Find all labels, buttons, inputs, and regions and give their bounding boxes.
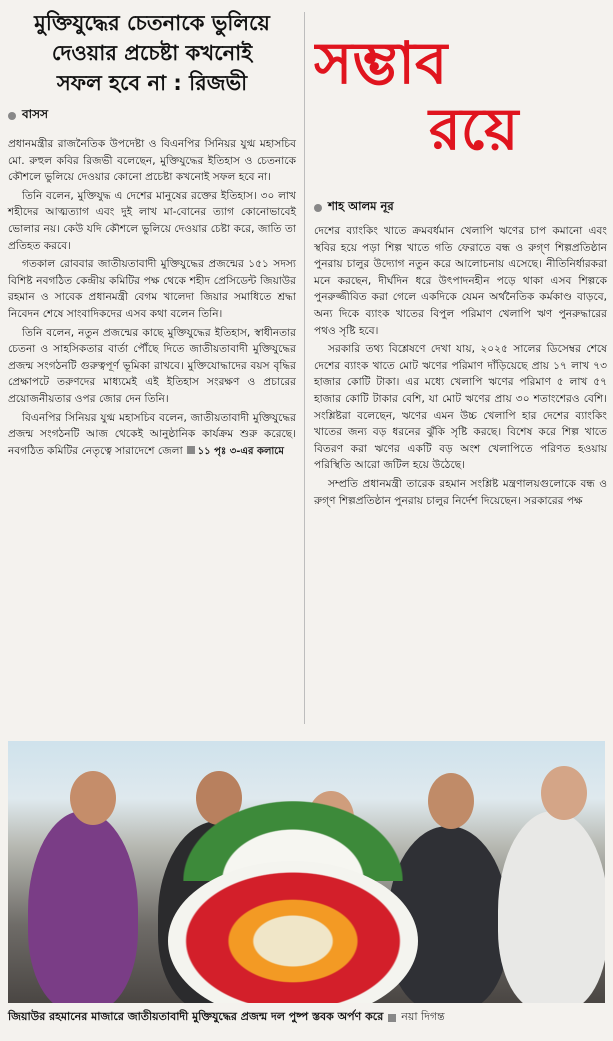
byline-bullet-icon xyxy=(8,112,16,120)
right-headline-line-2: রয়ে xyxy=(429,95,519,162)
continuation-square-icon xyxy=(187,446,195,454)
left-paragraph: তিনি বলেন, নতুন প্রজন্মের কাছে মুক্তিযুদ্ধের ইতিহাস, স্বাধীনতার চেতনা ও সাহসিকতার বার্তা পৌঁছে দিতে জাতীয়তাবাদী মুক্তিযুদ্ধের প্রজন্ম সংগঠনটি গুরুত্বপূর্ণ ভূমিকা রাখবে। মুক্তিযোদ্ধাদের বয়স বৃদ্ধির প্রেক্ষাপটে তরুণদের মাধ্যমেই এই ইতিহাস সংরক্ষণ ও প্রচারের প্রয়োজনীয়তার ওপর জোর দেন তিনি। xyxy=(8,326,296,405)
photo-caption-text: জিয়াউর রহমানের মাজারে জাতীয়তাবাদী মুক্তিযুদ্ধের প্রজন্ম দল পুষ্প স্তবক অর্পণ করে xyxy=(8,1010,384,1023)
left-headline-line-2: দেওয়ার প্রচেষ্টা কখনোই xyxy=(51,41,253,65)
left-article xyxy=(8,8,296,462)
right-headline-line-1: সম্ভাব xyxy=(314,30,448,97)
left-paragraph: তিনি বলেন, মুক্তিযুদ্ধ এ দেশের মানুষের রক্তের ইতিহাস। ৩০ লাখ শহীদের আত্মত্যাগ এবং দুই লাখ মা-বোনের ত্যাগ কোনোভাবেই ভোলার নয়। কেউ যদি কৌশলে ভুলিয়ে দেওয়ার চেষ্টা করে, জাতি তা প্রতিহত করবে। xyxy=(8,189,296,252)
right-paragraph: সম্প্রতি প্রধানমন্ত্রী তারেক রহমান সংশ্লিষ্ট মন্ত্রণালয়গুলোকে বন্ধ ও রুগ্ণ শিল্পপ্রতিষ্ঠান পুনরায় চালুর নির্দেশ দিয়েছেন। সরকারের পক্ষ xyxy=(314,477,607,507)
left-article-body xyxy=(8,136,296,460)
photo-person xyxy=(28,811,138,1003)
photo-source: নয়া দিগন্ত xyxy=(401,1010,445,1023)
left-headline-line-1: মুক্তিযুদ্ধের চেতনাকে ভুলিয়ে xyxy=(34,11,270,35)
photo-person-head xyxy=(541,766,587,820)
right-byline xyxy=(314,198,613,217)
caption-square-icon xyxy=(388,1014,396,1022)
byline-bullet-icon xyxy=(314,204,322,212)
left-paragraph-last-text: বিএনপির সিনিয়র যুগ্ম মহাসচিব বলেন, জাতীয়তাবাদী মুক্তিযুদ্ধের প্রজন্ম সংগঠনটি আজ থেকেই আনুষ্ঠানিক কার্যক্রম শুরু করেছে। নবগঠিত কমিটির নেতৃত্বে সারাদেশে জেলা xyxy=(8,411,296,457)
right-article-body xyxy=(314,223,613,509)
photo-person xyxy=(498,811,605,1003)
flower-wreath xyxy=(168,861,418,1003)
right-byline-text: শাহ আলম নূর xyxy=(328,199,394,213)
left-paragraph: প্রধানমন্ত্রীর রাজনৈতিক উপদেষ্টা ও বিএনপির সিনিয়র যুগ্ম মহাসচিব মো. রুহুল কবির রিজভী বলেছেন, মুক্তিযুদ্ধের ইতিহাস ও চেতনাকে কৌশলে ভুলিয়ে দেওয়ার কোনো প্রচেষ্টা কখনোই সফল হবে না। xyxy=(8,138,296,184)
right-article xyxy=(314,30,613,511)
right-headline xyxy=(314,30,613,162)
left-headline xyxy=(8,8,296,98)
column-divider xyxy=(304,12,305,724)
left-paragraph-last xyxy=(8,410,296,461)
right-paragraph: সরকারি তথ্য বিশ্লেষণে দেখা যায়, ২০২৫ সালের ডিসেম্বর শেষে দেশের ব্যাংক খাতে মোট ঋণের পরিমাণ দাঁড়িয়েছে প্রায় ১৭ লাখ ৭৩ হাজার কোটি টাকা। এর মধ্যে খেলাপি ঋণের পরিমাণ ৫ লাখ ৫৭ হাজার কোটি টাকার বেশি, যা মোট ঋণের প্রায় ৩০ শতাংশেরও বেশি। সংশ্লিষ্টরা বলেছেন, ঋণের এমন উচ্চ খেলাপি হার দেশের ব্যাংকিং খাতের জন্য বড় ধরনের ঝুঁকি সৃষ্টি করছে। বিশেষ করে শিল্প খাতে বিতরণ করা ঋণের একটি বড় অংশ খেলাপিতে পরিণত হওয়ায় পরিস্থিতি আরো জটিল হয়ে উঠেছে। xyxy=(314,343,607,472)
left-headline-line-3: সফল হবে না : রিজভী xyxy=(56,71,248,95)
photo-caption xyxy=(8,1008,605,1027)
right-paragraph: দেশের ব্যাংকিং খাতে ক্রমবর্ধমান খেলাপি ঋণের চাপ কমানো এবং স্থবির হয়ে পড়া শিল্প খাতে গতি ফেরাতে বন্ধ ও রুগ্ণ শিল্পপ্রতিষ্ঠান পুনরায় চালুর উদ্যোগ নতুন করে আলোচনায় এসেছে। নীতিনির্ধারকরা মনে করছেন, দীর্ঘদিন ধরে উৎপাদনহীন পড়ে থাকা এসব শিল্পকে পুনরুজ্জীবিত করা গেলে একদিকে যেমন অর্থনৈতিক কর্মকাণ্ড বাড়বে, অন্য দিকে ব্যাংক খাতের বিপুল পরিমাণ খেলাপি ঋণ পুনরুদ্ধারের পথও সৃষ্টি হবে। xyxy=(314,225,607,337)
news-photo xyxy=(8,741,605,1003)
photo-person-head xyxy=(428,773,474,829)
continuation-link[interactable]: ১১ পৃঃ ৩-এর কলামে xyxy=(197,445,284,457)
left-byline xyxy=(8,106,296,126)
photo-person-head xyxy=(70,771,116,825)
left-byline-text: বাসস xyxy=(22,107,49,121)
left-paragraph: গতকাল রোববার জাতীয়তাবাদী মুক্তিযুদ্ধের প্রজন্মের ১৫১ সদস্য বিশিষ্ট নবগঠিত কেন্দ্রীয় কমিটির পক্ষ থেকে শহীদ প্রেসিডেন্ট জিয়াউর রহমান ও সাবেক প্রধানমন্ত্রী বেগম খালেদা জিয়ার সমাধিতে শ্রদ্ধা নিবেদন শেষে সাংবাদিকদের এসব কথা বলেন তিনি। xyxy=(8,258,296,320)
